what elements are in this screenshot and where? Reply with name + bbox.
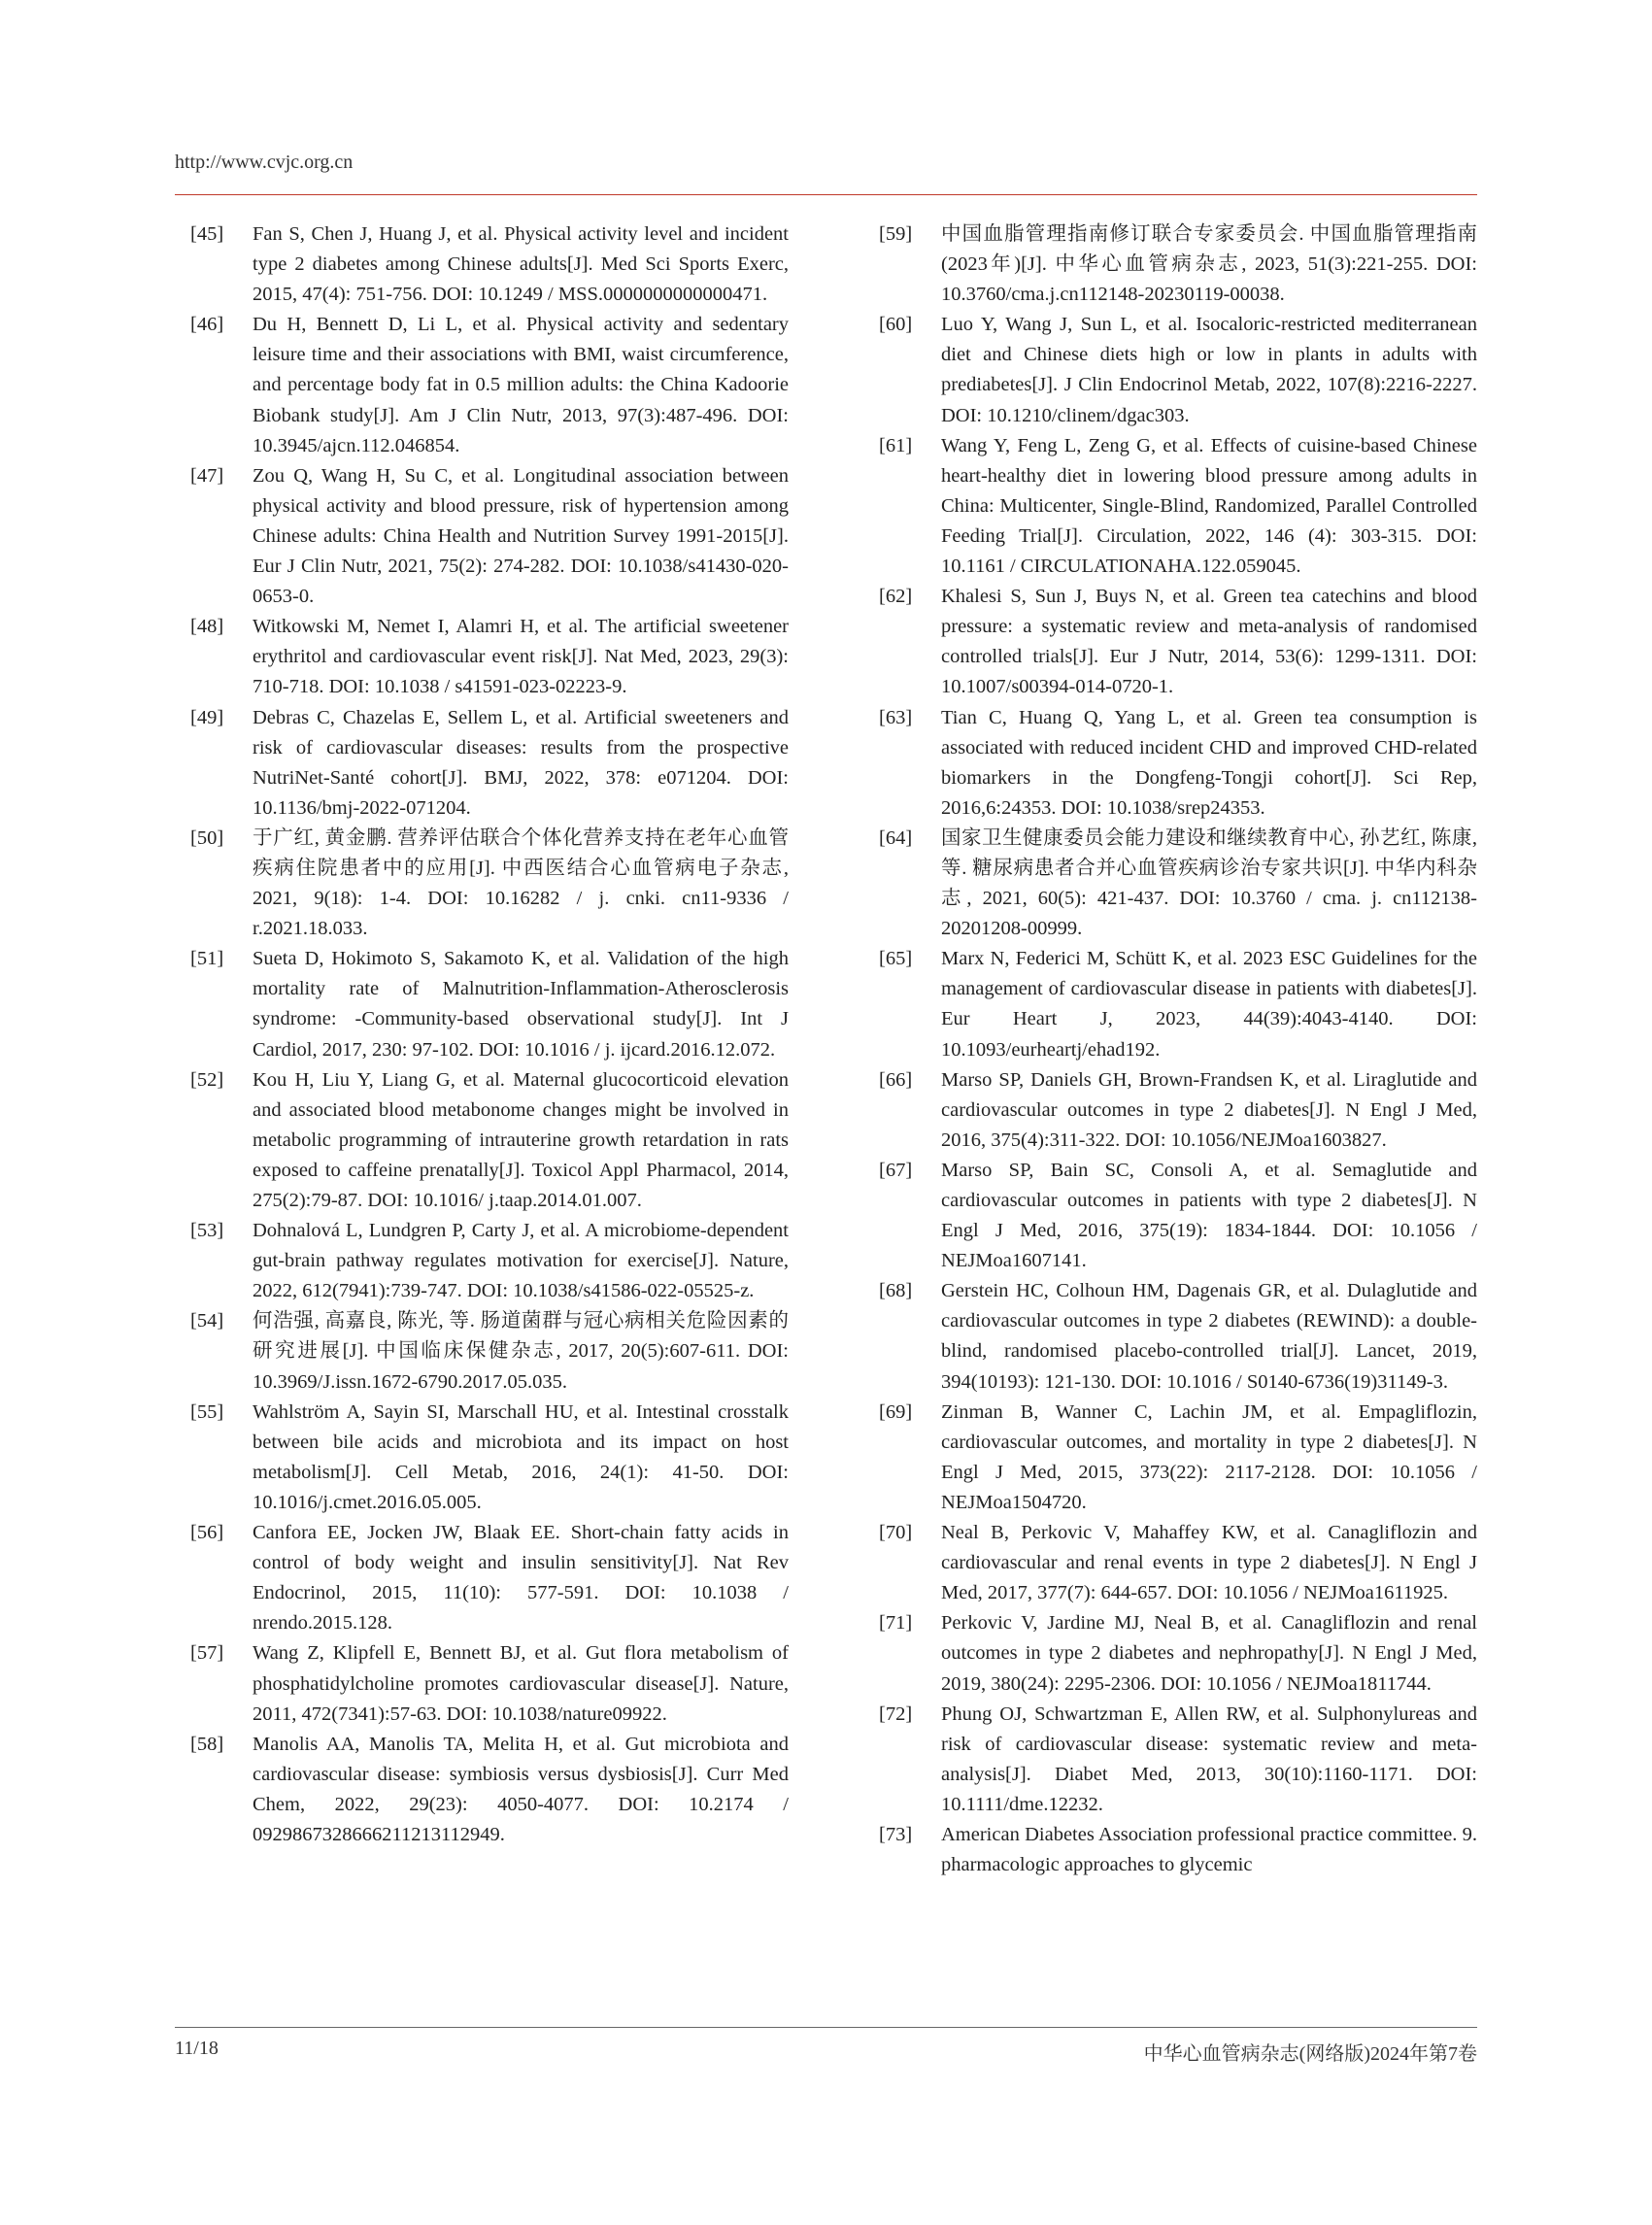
reference-number: [73] <box>879 1823 913 1845</box>
reference-number: [67] <box>879 1159 913 1181</box>
reference-text: Fan S, Chen J, Huang J, et al. Physical activity level and incident type 2 diabetes among Chinese adults[J]. Med Sci Sports Exerc, 2015, 47(4): 751-756. DOI: 10.1249 / MSS.0000000000000471. <box>253 223 789 306</box>
header-divider <box>175 194 1477 195</box>
reference-entry <box>190 824 789 944</box>
reference-entry <box>879 1518 1477 1608</box>
journal-url[interactable]: http://www.cvjc.org.cn <box>175 152 354 173</box>
reference-entry <box>879 1700 1477 1820</box>
reference-entry <box>879 944 1477 1064</box>
reference-entry <box>879 1820 1477 1880</box>
reference-entry <box>879 1398 1477 1518</box>
reference-entry <box>879 1065 1477 1156</box>
reference-entry <box>190 703 789 824</box>
reference-text: 国家卫生健康委员会能力建设和继续教育中心, 孙艺红, 陈康, 等. 糖尿病患者合并心血管疾病诊治专家共识[J]. 中华内科杂志, 2021, 60(5): 421-437. DOI: 10.3760 / cma. j. cn112138-20201208-00999. <box>941 826 1477 940</box>
reference-text: Neal B, Perkovic V, Mahaffey KW, et al. Canagliflozin and cardiovascular and renal events in type 2 diabetes[J]. N Engl J Med, 2017, 377(7): 644-657. DOI: 10.1056 / NEJMoa1611925. <box>941 1522 1477 1604</box>
reference-text: Witkowski M, Nemet I, Alamri H, et al. The artificial sweetener erythritol and cardiovascular event risk[J]. Nat Med, 2023, 29(3): 710-718. DOI: 10.1038 / s41591-023-02223-9. <box>253 616 789 698</box>
reference-entry <box>190 944 789 1064</box>
reference-number: [63] <box>879 706 913 728</box>
reference-text: 何浩强, 高嘉良, 陈光, 等. 肠道菌群与冠心病相关危险因素的研究进展[J]. 中国临床保健杂志, 2017, 20(5):607-611. DOI: 10.3969/J.issn.1672-6790.2017.05.035. <box>253 1310 789 1393</box>
reference-text: Marx N, Federici M, Schütt K, et al. 2023 ESC Guidelines for the management of cardiovascular disease in patients with diabetes[J]. Eur Heart J, 2023, 44(39):4043-4140. DOI: 10.1093/eurheartj/ehad192. <box>941 948 1477 1061</box>
reference-text: Tian C, Huang Q, Yang L, et al. Green tea consumption is associated with reduced incident CHD and improved CHD-related biomarkers in the Dongfeng-Tongji cohort[J]. Sci Rep, 2016,6:24353. DOI: 10.1038/srep24353. <box>941 706 1477 819</box>
reference-number: [70] <box>879 1522 913 1544</box>
reference-text: 于广红, 黄金鹏. 营养评估联合个体化营养支持在老年心血管疾病住院患者中的应用[J]. 中西医结合心血管病电子杂志, 2021, 9(18): 1-4. DOI: 10.16282 / j. cnki. cn11-9336 / r.2021.18.033. <box>253 826 789 940</box>
page-number: 11/18 <box>175 2038 219 2059</box>
reference-number: [52] <box>190 1068 224 1091</box>
reference-entry <box>879 824 1477 944</box>
reference-text: Perkovic V, Jardine MJ, Neal B, et al. Canagliflozin and renal outcomes in type 2 diabetes and nephropathy[J]. N Engl J Med, 2019, 380(24): 2295-2306. DOI: 10.1056 / NEJMoa1811744. <box>941 1612 1477 1695</box>
reference-number: [60] <box>879 314 913 336</box>
journal-name: 中华心血管病杂志(网络版)2024年第7卷 <box>1143 2043 1477 2065</box>
reference-number: [62] <box>879 586 913 608</box>
reference-entry <box>190 1398 789 1518</box>
reference-text: Khalesi S, Sun J, Buys N, et al. Green tea catechins and blood pressure: a systematic review and meta-analysis of randomised controlled trials[J]. Eur J Nutr, 2014, 53(6): 1299-1311. DOI: 10.1007/s00394-014-0720-1. <box>941 586 1477 698</box>
reference-entry <box>190 219 789 310</box>
reference-entry <box>879 219 1477 310</box>
reference-entry <box>190 1638 789 1729</box>
reference-text: Gerstein HC, Colhoun HM, Dagenais GR, et al. Dulaglutide and cardiovascular outcomes in type 2 diabetes (REWIND): a double-blind, randomised placebo-controlled trial[J]. Lancet, 2019, 394(10193): 121-130. DOI: 10.1016 / S0140-6736(19)31149-3. <box>941 1280 1477 1393</box>
reference-entry <box>879 1156 1477 1276</box>
reference-entry <box>190 1730 789 1850</box>
reference-number: [58] <box>190 1733 224 1755</box>
reference-entry <box>879 431 1477 582</box>
reference-entry <box>190 1306 789 1397</box>
reference-text: Marso SP, Daniels GH, Brown-Frandsen K, et al. Liraglutide and cardiovascular outcomes in type 2 diabetes[J]. N Engl J Med, 2016, 375(4):311-322. DOI: 10.1056/NEJMoa1603827. <box>941 1068 1477 1151</box>
reference-text: Manolis AA, Manolis TA, Melita H, et al. Gut microbiota and cardiovascular disease: symbiosis versus dysbiosis[J]. Curr Med Chem, 2022, 29(23): 4050-4077. DOI: 10.2174 / 0929867328666211213112949. <box>253 1733 789 1845</box>
reference-number: [61] <box>879 434 913 456</box>
reference-number: [45] <box>190 223 224 245</box>
references-column-left <box>190 219 789 1850</box>
reference-entry <box>190 612 789 702</box>
reference-text: Debras C, Chazelas E, Sellem L, et al. Artificial sweeteners and risk of cardiovascular diseases: results from the prospective NutriNet-Santé cohort[J]. BMJ, 2022, 378: e071204. DOI: 10.1136/bmj-2022-071204. <box>253 706 789 819</box>
reference-entry <box>190 1065 789 1216</box>
reference-text: American Diabetes Association professional practice committee. 9. pharmacologic approaches to glycemic <box>941 1823 1477 1876</box>
reference-number: [53] <box>190 1220 224 1242</box>
reference-number: [57] <box>190 1642 224 1665</box>
reference-number: [68] <box>879 1280 913 1302</box>
reference-number: [72] <box>879 1702 913 1725</box>
reference-text: Zinman B, Wanner C, Lachin JM, et al. Empagliflozin, cardiovascular outcomes, and mortality in type 2 diabetes[J]. N Engl J Med, 2015, 373(22): 2117-2128. DOI: 10.1056 / NEJMoa1504720. <box>941 1400 1477 1513</box>
reference-entry <box>879 1276 1477 1397</box>
reference-number: [48] <box>190 616 224 638</box>
reference-text: Canfora EE, Jocken JW, Blaak EE. Short-chain fatty acids in control of body weight and insulin sensitivity[J]. Nat Rev Endocrinol, 2015, 11(10): 577-591. DOI: 10.1038 / nrendo.2015.128. <box>253 1522 789 1635</box>
reference-text: Wang Y, Feng L, Zeng G, et al. Effects of cuisine-based Chinese heart-healthy diet in lowering blood pressure among adults in China: Multicenter, Single-Blind, Randomized, Parallel Controlled Feeding Trial[J]. Circulation, 2022, 146 (4): 303-315. DOI: 10.1161 / CIRCULATIONAHA.122.059045. <box>941 434 1477 578</box>
reference-entry <box>879 582 1477 702</box>
reference-number: [54] <box>190 1310 224 1332</box>
reference-text: Du H, Bennett D, Li L, et al. Physical activity and sedentary leisure time and their associations with BMI, waist circumference, and percentage body fat in 0.5 million adults: the China Kadoorie Biobank study[J]. Am J Clin Nutr, 2013, 97(3):487-496. DOI: 10.3945/ajcn.112.046854. <box>253 314 789 456</box>
reference-number: [55] <box>190 1400 224 1423</box>
reference-number: [47] <box>190 464 224 487</box>
reference-text: 中国血脂管理指南修订联合专家委员会. 中国血脂管理指南(2023年)[J]. 中华心血管病杂志, 2023, 51(3):221-255. DOI: 10.3760/cma.j.cn112148-20230119-00038. <box>941 223 1477 306</box>
reference-text: Kou H, Liu Y, Liang G, et al. Maternal glucocorticoid elevation and associated blood metabonome changes might be involved in metabolic programming of intrauterine growth retardation in rats exposed to caffeine prenatally[J]. Toxicol Appl Pharmacol, 2014, 275(2):79-87. DOI: 10.1016/ j.taap.2014.01.007. <box>253 1068 789 1211</box>
reference-text: Wahlström A, Sayin SI, Marschall HU, et al. Intestinal crosstalk between bile acids and microbiota and its impact on host metabolism[J]. Cell Metab, 2016, 24(1): 41-50. DOI: 10.1016/j.cmet.2016.05.005. <box>253 1400 789 1513</box>
reference-number: [46] <box>190 314 224 336</box>
reference-text: Zou Q, Wang H, Su C, et al. Longitudinal association between physical activity and blood pressure, risk of hypertension among Chinese adults: China Health and Nutrition Survey 1991-2015[J]. Eur J Clin Nutr, 2021, 75(2): 274-282. DOI: 10.1038/s41430-020-0653-0. <box>253 464 789 608</box>
reference-number: [66] <box>879 1068 913 1091</box>
reference-text: Sueta D, Hokimoto S, Sakamoto K, et al. Validation of the high mortality rate of Malnutrition-Inflammation-Atherosclerosis syndrome: -Community-based observational study[J]. Int J Cardiol, 2017, 230: 97-102. DOI: 10.1016 / j. ijcard.2016.12.072. <box>253 948 789 1061</box>
reference-text: Phung OJ, Schwartzman E, Allen RW, et al. Sulphonylureas and risk of cardiovascular disease: systematic review and meta-analysis[J]. Diabet Med, 2013, 30(10):1160-1171. DOI: 10.1111/dme.12232. <box>941 1702 1477 1815</box>
reference-number: [49] <box>190 706 224 728</box>
reference-number: [65] <box>879 948 913 970</box>
reference-text: Luo Y, Wang J, Sun L, et al. Isocaloric-restricted mediterranean diet and Chinese diets high or low in plants in adults with prediabetes[J]. J Clin Endocrinol Metab, 2022, 107(8):2216-2227. DOI: 10.1210/clinem/dgac303. <box>941 314 1477 426</box>
reference-number: [69] <box>879 1400 913 1423</box>
reference-number: [56] <box>190 1522 224 1544</box>
reference-number: [59] <box>879 223 913 245</box>
reference-text: Wang Z, Klipfell E, Bennett BJ, et al. Gut flora metabolism of phosphatidylcholine promotes cardiovascular disease[J]. Nature, 2011, 472(7341):57-63. DOI: 10.1038/nature09922. <box>253 1642 789 1725</box>
reference-entry <box>879 1608 1477 1699</box>
reference-number: [50] <box>190 826 224 849</box>
reference-entry <box>190 310 789 460</box>
footer-divider <box>175 2027 1477 2028</box>
reference-entry <box>190 461 789 612</box>
reference-entry <box>190 1518 789 1638</box>
reference-text: Dohnalová L, Lundgren P, Carty J, et al. A microbiome-dependent gut-brain pathway regulates motivation for exercise[J]. Nature, 2022, 612(7941):739-747. DOI: 10.1038/s41586-022-05525-z. <box>253 1220 789 1302</box>
reference-number: [64] <box>879 826 913 849</box>
reference-number: [71] <box>879 1612 913 1635</box>
reference-entry <box>190 1216 789 1306</box>
reference-text: Marso SP, Bain SC, Consoli A, et al. Semaglutide and cardiovascular outcomes in patients with type 2 diabetes[J]. N Engl J Med, 2016, 375(19): 1834-1844. DOI: 10.1056 / NEJMoa1607141. <box>941 1159 1477 1272</box>
reference-entry <box>879 703 1477 824</box>
reference-number: [51] <box>190 948 224 970</box>
reference-entry <box>879 310 1477 430</box>
references-column-right <box>879 219 1477 1880</box>
